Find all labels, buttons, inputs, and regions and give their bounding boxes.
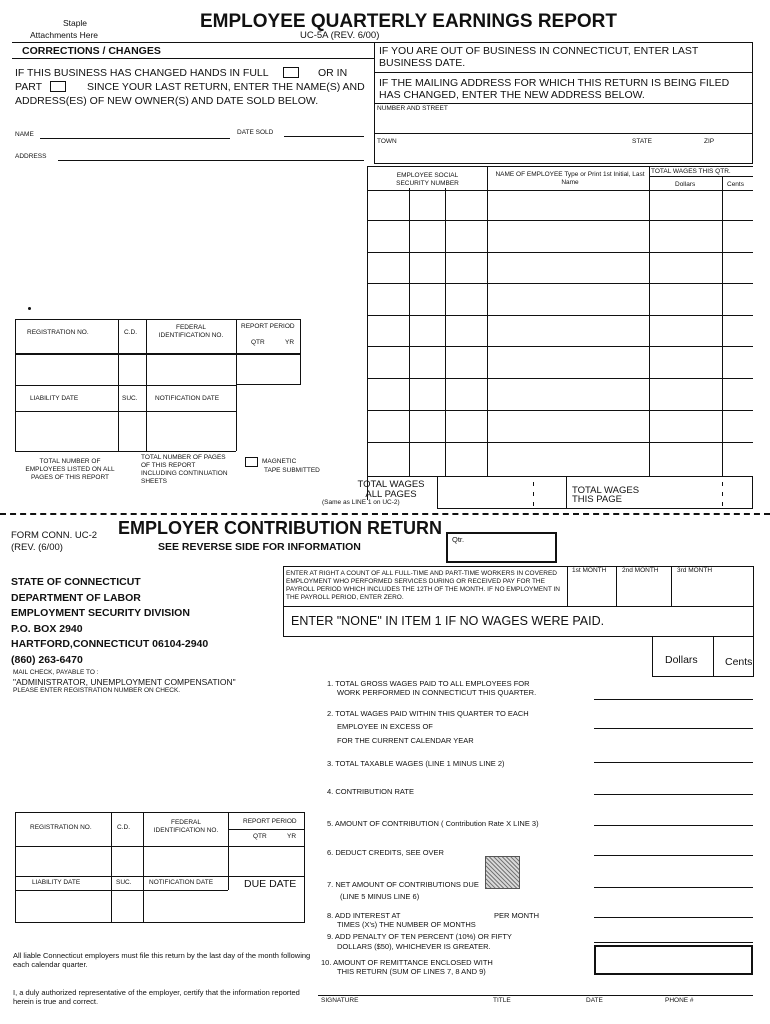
agency-phone: (860) 263-6470 xyxy=(11,654,83,666)
agency-line4: P.O. BOX 2940 xyxy=(11,623,83,635)
ssn-header: EMPLOYEE SOCIAL SECURITY NUMBER xyxy=(396,172,459,187)
line9-text: 9. ADD PENALTY OF TEN PERCENT (10%) OR FIFTY xyxy=(327,932,512,941)
month2-label: 2nd MONTH xyxy=(622,567,659,574)
total-wages-all-pages-field[interactable] xyxy=(437,476,567,509)
detach-divider xyxy=(0,513,770,515)
payable-label: MAIL CHECK, PAYABLE TO : xyxy=(13,669,99,676)
month1-label: 1st MONTH xyxy=(572,567,607,574)
line3-field[interactable] xyxy=(594,762,753,763)
line9-field[interactable] xyxy=(594,942,753,943)
agency-line3: EMPLOYMENT SECURITY DIVISION xyxy=(11,607,190,619)
reg2-liability-date-label: LIABILITY DATE xyxy=(32,879,81,886)
reg2-yr-label: YR xyxy=(287,833,297,840)
town-rule[interactable] xyxy=(374,133,753,134)
corrections-or-in: OR IN xyxy=(318,67,348,79)
phone-label: PHONE # xyxy=(665,997,694,1004)
line5-text: 5. AMOUNT OF CONTRIBUTION ( Contribution Rate X LINE 3) xyxy=(327,819,539,828)
tick xyxy=(722,502,723,506)
amount-cents-label: Cents xyxy=(725,656,753,668)
line1-field[interactable] xyxy=(594,699,753,700)
wages-dollars-label: Dollars xyxy=(675,181,696,188)
reg1-cd-label: C.D. xyxy=(124,329,137,336)
magnetic-label: MAGNETIC xyxy=(262,458,297,465)
corrections-line1: IF THIS BUSINESS HAS CHANGED HANDS IN FULL xyxy=(15,67,269,79)
amount-header-divider xyxy=(713,637,714,677)
reg2-due-date-label: DUE DATE xyxy=(244,878,297,890)
line7-text: 7. NET AMOUNT OF CONTRIBUTIONS DUE xyxy=(327,880,479,889)
line2-text: 2. TOTAL WAGES PAID WITHIN THIS QUARTER TO EACH xyxy=(327,709,529,718)
reg1-report-period-label: REPORT PERIOD xyxy=(241,323,295,330)
employee-name-header: NAME OF EMPLOYEE Type or Print 1st Initial, Last Name xyxy=(495,171,645,186)
agency-line2: DEPARTMENT OF LABOR xyxy=(11,592,141,604)
line10-text: 10. AMOUNT OF REMITTANCE ENCLOSED WITH xyxy=(321,958,493,967)
signature-label: SIGNATURE xyxy=(321,997,359,1004)
total-wages-this-page-line2: THIS PAGE xyxy=(572,494,622,505)
line1-text-cont: WORK PERFORMED IN CONNECTICUT THIS QUARTER. xyxy=(337,688,537,697)
corrections-title-rule xyxy=(12,58,374,59)
date-label: DATE xyxy=(586,997,603,1004)
wages-cents-label: Cents xyxy=(727,181,744,188)
reg2-federal-id-label: FEDERAL IDENTIFICATION NO. xyxy=(153,819,219,834)
line7-text-cont: (LINE 5 MINUS LINE 6) xyxy=(340,892,420,901)
line8-text: 8. ADD INTEREST AT xyxy=(327,911,401,920)
date-sold-label: DATE SOLD xyxy=(237,129,274,136)
line2-field[interactable] xyxy=(594,728,753,729)
count-divider xyxy=(616,566,617,607)
reg1-notification-date-label: NOTIFICATION DATE xyxy=(155,395,220,402)
form-revision: (REV. (6/00) xyxy=(11,542,63,553)
reg1-suc-label: SUC. xyxy=(122,395,138,402)
line6-field[interactable] xyxy=(594,855,753,856)
address-label: ADDRESS xyxy=(15,153,47,160)
wages-header: TOTAL WAGES THIS QTR. xyxy=(651,168,731,175)
tick xyxy=(533,492,534,496)
line6-text: 6. DEDUCT CREDITS, SEE OVER xyxy=(327,848,444,857)
mailing-change-text: IF THE MAILING ADDRESS FOR WHICH THIS RETURN IS BEING FILED HAS CHANGED, ENTER THE NEW ADDRESS BELOW. xyxy=(379,77,730,101)
reg1-liability-date-label: LIABILITY DATE xyxy=(30,395,79,402)
form-id: UC-5A (REV. 6/00) xyxy=(300,30,380,41)
count-divider xyxy=(671,566,672,607)
form-number: FORM CONN. UC-2 xyxy=(11,530,98,541)
amount-dollars-label: Dollars xyxy=(665,654,698,666)
shaded-block xyxy=(485,856,520,889)
total-employees-label: TOTAL NUMBER OF EMPLOYEES LISTED ON ALL PAGES OF THIS REPORT xyxy=(25,458,115,481)
line9-text-cont: DOLLARS ($50), WHICHEVER IS GREATER. xyxy=(337,942,491,951)
liable-notice: All liable Connecticut employers must file this return by the last day of the month following each calendar quarter. xyxy=(13,951,311,969)
reg2-registration-label: REGISTRATION NO. xyxy=(30,824,92,831)
line8-per-month: PER MONTH xyxy=(494,911,539,920)
street-rule xyxy=(374,103,753,104)
reg2-suc-label: SUC. xyxy=(116,879,132,886)
line4-text: 4. CONTRIBUTION RATE xyxy=(327,787,414,796)
signature-line[interactable] xyxy=(318,995,753,996)
reg2-qtr-label: QTR xyxy=(253,833,267,840)
line4-field[interactable] xyxy=(594,794,753,795)
certification-text: I, a duly authorized representative of the employer, certify that the information reported herein is true and correct. xyxy=(13,988,300,1006)
quarter-label: Qtr. xyxy=(452,535,465,544)
reg2-report-period-label: REPORT PERIOD xyxy=(243,818,297,825)
line3-text: 3. TOTAL TAXABLE WAGES (LINE 1 MINUS LINE 2) xyxy=(327,759,505,768)
reg1-federal-id-label: FEDERAL IDENTIFICATION NO. xyxy=(158,324,224,339)
zip-label: ZIP xyxy=(704,138,715,145)
agency-line1: STATE OF CONNECTICUT xyxy=(11,576,141,588)
staple-label: Staple xyxy=(62,18,88,28)
reg2-notification-date-label: NOTIFICATION DATE xyxy=(149,879,214,886)
month3-label: 3rd MONTH xyxy=(677,567,713,574)
corrections-line3: ADDRESS(ES) OF NEW OWNER(S) AND DATE SOLD BELOW. xyxy=(15,95,319,107)
tick xyxy=(533,482,534,486)
corrections-part-label: PART xyxy=(15,81,43,93)
contribution-subtitle: SEE REVERSE SIDE FOR INFORMATION xyxy=(158,541,361,553)
tick xyxy=(722,482,723,486)
title-label: TITLE xyxy=(493,997,511,1004)
total-wages-note: (Same as LINE 1 on UC-2) xyxy=(322,499,400,506)
date-sold-field[interactable] xyxy=(284,136,364,137)
line7-field[interactable] xyxy=(594,887,753,888)
reg2-cd-label: C.D. xyxy=(117,824,130,831)
business-divider xyxy=(374,72,753,73)
tape-submitted-label: TAPE SUBMITTED xyxy=(264,467,320,474)
changed-in-full-checkbox[interactable] xyxy=(283,67,299,78)
none-notice: ENTER "NONE" IN ITEM 1 IF NO WAGES WERE PAID. xyxy=(291,614,605,628)
out-of-business-text: IF YOU ARE OUT OF BUSINESS IN CONNECTICUT, ENTER LAST BUSINESS DATE. xyxy=(379,45,699,69)
payable-note: PLEASE ENTER REGISTRATION NUMBER ON CHECK. xyxy=(13,687,181,694)
line10-text-cont: THIS RETURN (SUM OF LINES 7, 8 AND 9) xyxy=(337,967,486,976)
staple-sublabel: Attachments Here xyxy=(30,30,99,40)
name-label: NAME xyxy=(15,131,34,138)
count-divider xyxy=(567,566,568,607)
total-wages-this-page-line1: TOTAL WAGES xyxy=(572,485,640,496)
total-wages-this-page-field[interactable] xyxy=(567,476,753,509)
magnetic-tape-checkbox[interactable] xyxy=(245,457,258,467)
line2-text-cont2: FOR THE CURRENT CALENDAR YEAR xyxy=(337,736,474,745)
corrections-title: CORRECTIONS / CHANGES xyxy=(22,45,161,57)
line2-text-cont: EMPLOYEE IN EXCESS OF xyxy=(337,722,433,731)
number-street-label: NUMBER AND STREET xyxy=(377,105,448,112)
reg1-qtr-label: QTR xyxy=(251,339,265,346)
state-label: STATE xyxy=(632,138,652,145)
reg1-registration-label: REGISTRATION NO. xyxy=(27,329,89,336)
tick xyxy=(722,492,723,496)
address-field[interactable] xyxy=(58,160,364,161)
total-wages-all-pages-line2: ALL PAGES xyxy=(365,489,417,500)
total-pages-label: TOTAL NUMBER OF PAGES OF THIS REPORT INCLUDING CONTINUATION SHEETS xyxy=(141,454,228,485)
remittance-field[interactable] xyxy=(594,945,753,975)
page-title: EMPLOYEE QUARTERLY EARNINGS REPORT xyxy=(200,11,618,32)
line1-text: 1. TOTAL GROSS WAGES PAID TO ALL EMPLOYEES FOR xyxy=(327,679,530,688)
tick xyxy=(533,502,534,506)
corrections-line2: SINCE YOUR LAST RETURN, ENTER THE NAME(S) AND xyxy=(87,81,365,93)
total-wages-all-pages-line1: TOTAL WAGES xyxy=(357,479,425,490)
payable-to: "ADMINISTRATOR, UNEMPLOYMENT COMPENSATION" xyxy=(13,677,236,687)
town-label: TOWN xyxy=(377,138,397,145)
reg1-yr-label: YR xyxy=(285,339,295,346)
contribution-title: EMPLOYER CONTRIBUTION RETURN xyxy=(118,518,442,538)
worker-count-instruction: ENTER AT RIGHT A COUNT OF ALL FULL-TIME AND PART-TIME WORKERS IN COVERED EMPLOYMENT WHO PERFORMED SERVICES DURING OR RECEIVED PAY FOR THE PAYROLL PERIOD WHICH INCLUDES THE 12TH OF THE MONTH. IF NO EMPLOYMENT IN THE PAYROLL PERIOD, ENTER ZERO. xyxy=(286,570,560,601)
line8-text-cont: TIMES (X's) THE NUMBER OF MONTHS xyxy=(337,920,476,929)
line5-field[interactable] xyxy=(594,825,753,826)
line8-field[interactable] xyxy=(594,917,753,918)
changed-in-part-checkbox[interactable] xyxy=(50,81,66,92)
agency-line5: HARTFORD,CONNECTICUT 06104-2940 xyxy=(11,638,209,650)
name-field[interactable] xyxy=(40,138,230,139)
dot-mark xyxy=(28,307,31,310)
